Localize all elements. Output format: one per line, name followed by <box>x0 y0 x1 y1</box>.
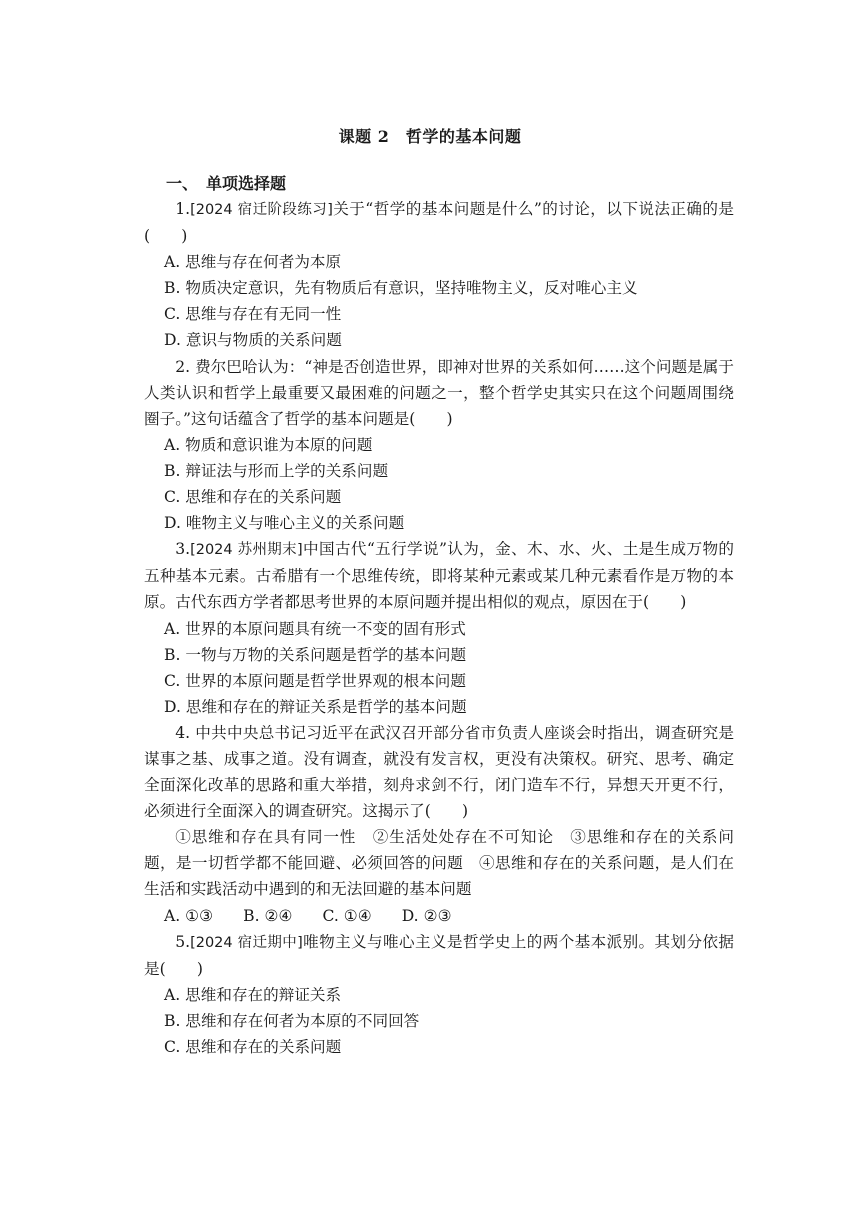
question-5 <box>144 929 734 1060</box>
question-3 <box>144 536 734 720</box>
choice-d: D. ②③ <box>401 906 452 925</box>
question-text: 费尔巴哈认为：“神是否创造世界，即神对世界的关系如何……这个问题是属于人类认识和哲学上最重要又最困难的问题之一，整个哲学史其实只在这个问题周围绕圈子。”这句话蕴含了哲学的基本问题是( ) <box>144 357 734 428</box>
question-stem <box>144 929 734 982</box>
page-title: 课题 2 哲学的基本问题 <box>338 127 522 146</box>
option-b: B. 物质决定意识，先有物质后有意识，坚持唯物主义，反对唯心主义 <box>164 279 638 298</box>
option-a: A. 物质和意识谁为本原的问题 <box>164 435 373 454</box>
question-stem <box>144 196 734 249</box>
question-stem <box>144 536 734 615</box>
option-a: A. 世界的本原问题具有统一不变的固有形式 <box>164 619 466 638</box>
question-number: 3. <box>175 540 191 559</box>
option-d: D. 意识与物质的关系问题 <box>164 331 342 350</box>
question-1 <box>144 196 734 354</box>
option-a: A. 思维与存在何者为本原 <box>164 253 342 272</box>
question-number: 5. <box>175 932 191 951</box>
option-d: D. 思维和存在的辩证关系是哲学的基本问题 <box>164 697 467 716</box>
option-b: B. 一物与万物的关系问题是哲学的基本问题 <box>164 645 467 664</box>
question-4 <box>144 720 734 929</box>
question-stem <box>144 720 734 824</box>
question-stem <box>144 354 734 432</box>
question-source: [2024 宿迁期中] <box>190 934 303 951</box>
question-number: 2. <box>175 357 191 376</box>
question-source: [2024 宿迁阶段练习] <box>190 202 333 218</box>
question-2 <box>144 354 734 537</box>
option-c: C. 世界的本原问题是哲学世界观的根本问题 <box>164 671 466 690</box>
option-c: C. 思维和存在的关系问题 <box>164 488 342 507</box>
option-b: B. 辩证法与形而上学的关系问题 <box>164 461 389 480</box>
choice-a: A. ①③ <box>164 906 214 925</box>
choice-c: C. ①④ <box>322 906 372 925</box>
question-text: 关于“哲学的基本问题是什么”的讨论，以下说法正确的是( ) <box>144 200 734 246</box>
question-source: [2024 苏州期末] <box>190 542 303 559</box>
combo-choices <box>144 903 734 929</box>
question-list <box>144 196 734 1060</box>
question-text: 唯物主义与唯心主义是哲学史上的两个基本派别。其划分依据是( ) <box>144 932 734 978</box>
question-text: 中共中央总书记习近平在武汉召开部分省市负责人座谈会时指出，调查研究是谋事之基、成事之道。没有调查，就没有发言权，更没有决策权。研究、思考、确定全面深化改革的思路和重大举措，刻舟求剑不行，闭门造车不行，异想天开更不行，必须进行全面深入的调查研究。这揭示了( ) <box>144 723 734 821</box>
question-number: 4. <box>175 723 191 742</box>
option-b: B. 思维和存在何者为本原的不同回答 <box>164 1011 420 1030</box>
question-statements: ①思维和存在具有同一性 ②生活处处存在不可知论 ③思维和存在的关系问题，是一切哲学都不能回避、必须回答的问题 ④思维和存在的关系问题，是人们在生活和实践活动中遇到的和无法回避的基本问题 <box>144 828 734 899</box>
question-number: 1. <box>175 200 191 218</box>
question-text: 中国古代“五行学说”认为，金、木、水、火、土是生成万物的五种基本元素。古希腊有一个思维传统，即将某种元素或某几种元素看作是万物的本原。古代东西方学者都思考世界的本原问题并提出相似的观点，原因在于( ) <box>144 540 734 612</box>
option-c: C. 思维和存在的关系问题 <box>164 1038 342 1056</box>
option-c: C. 思维与存在有无同一性 <box>164 305 342 324</box>
option-d: D. 唯物主义与唯心主义的关系问题 <box>164 514 405 533</box>
option-a: A. 思维和存在的辩证关系 <box>164 985 342 1004</box>
section-heading: 一、 单项选择题 <box>166 174 287 193</box>
choice-b: B. ②④ <box>243 906 293 925</box>
